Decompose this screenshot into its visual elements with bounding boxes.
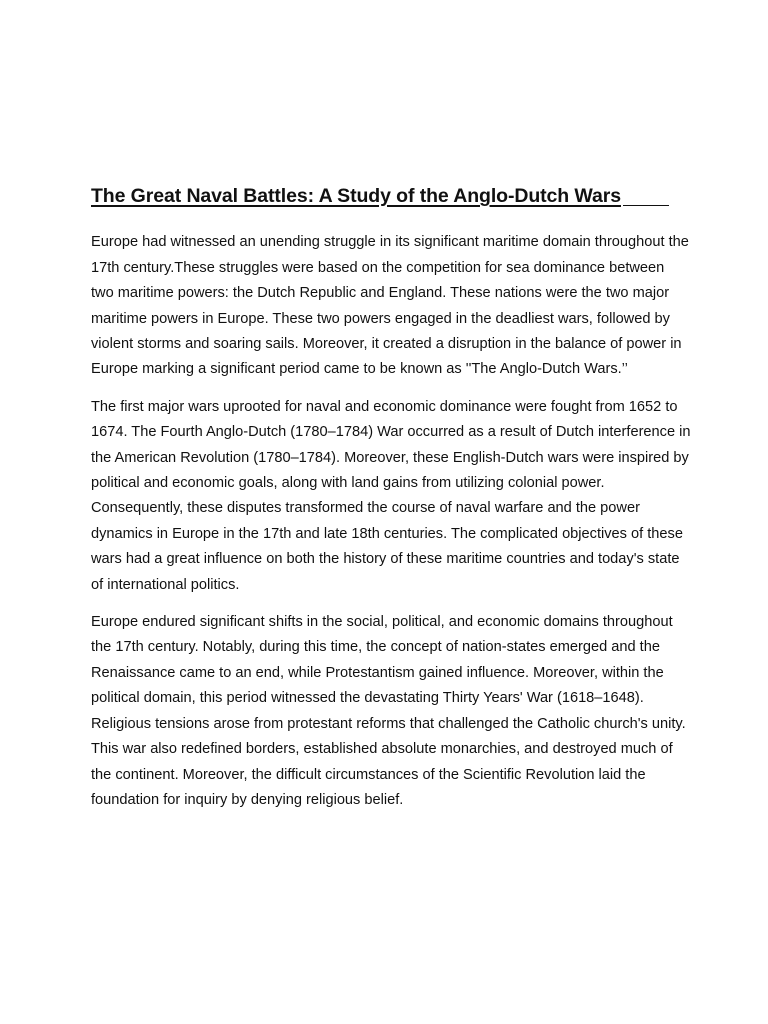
paragraph-3: Europe endured significant shifts in the social, political, and economic domains throughout the 17th century. Notably, during this time, the concept of nation-states emerged and the Renaissance came to an end, while Protestantism gained influence. Moreover, within the political domain, this period witnessed the devastating Thirty Years' War (1618–1648). Religious tensions arose from protestant reforms that challenged the Catholic church's unity. This war also redefined borders, established absolute monarchies, and destroyed much of the continent. Moreover, the difficult circumstances of the Scientific Revolution laid the foundation for inquiry by denying religious belief. xyxy=(91,614,686,808)
document-title-text: The Great Naval Battles: A Study of the Anglo-Dutch Wars xyxy=(91,185,621,207)
paragraph-1: Europe had witnessed an unending struggle in its significant maritime domain throughout the 17th century.These struggles were based on the competition for sea dominance between two maritime powers: the Dutch Republic and England. These nations were the two major maritime powers in Europe. These two powers engaged in the deadliest wars, followed by violent storms and soaring sails. Moreover, it created a disruption in the balance of power in Europe marking a significant period came to be known as ''The Anglo-Dutch Wars.’’ xyxy=(91,234,689,378)
paragraph-2: The first major wars uprooted for naval and economic dominance were fought from 1652 to 1674. The Fourth Anglo-Dutch (1780–1784) War occurred as a result of Dutch interference in the American Revolution (1780–1784). Moreover, these English-Dutch wars were inspired by political and economic goals, along with land gains from utilizing colonial power. Consequently, these disputes transformed the course of naval warfare and the power dynamics in Europe in the 17th and late 18th centuries. The complicated objectives of these wars had a great influence on both the history of these maritime countries and today's state of international politics. xyxy=(91,398,691,593)
title-underline-tail xyxy=(623,204,669,206)
document-title xyxy=(91,184,691,208)
document-page xyxy=(91,184,691,825)
